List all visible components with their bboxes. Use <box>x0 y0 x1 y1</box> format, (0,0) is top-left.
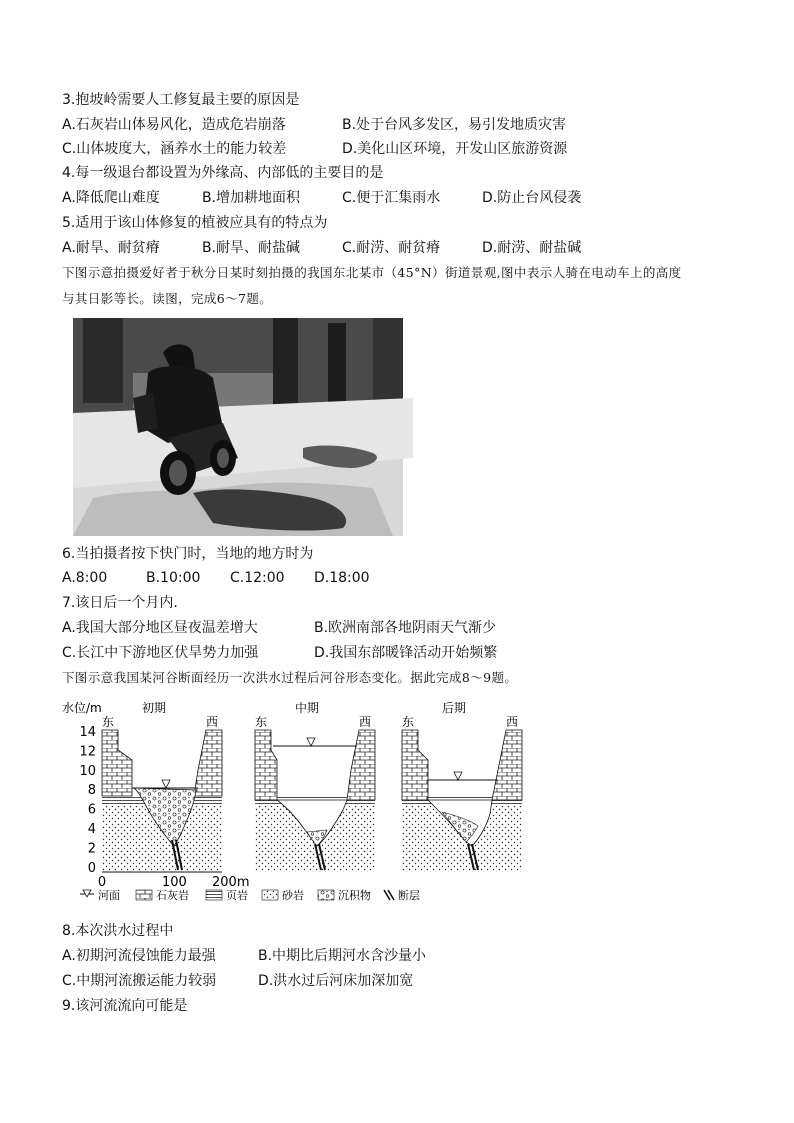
q6-option-b: B.10:00 <box>146 570 201 586</box>
q3-stem: 3.抱坡岭需要人工修复最主要的原因是 <box>62 92 300 108</box>
river-valley-diagram <box>62 700 532 910</box>
q5-option-b: B.耐旱、耐盐碱 <box>202 240 301 256</box>
panel-middle-title: 中期 <box>295 701 320 715</box>
y-tick-label: 0 <box>87 860 96 876</box>
y-tick-label: 2 <box>87 841 96 857</box>
q5-option-d: D.耐涝、耐盐碱 <box>482 240 582 256</box>
q4-option-a: A.降低爬山难度 <box>62 190 160 206</box>
q3-option-d: D.美化山区环境，开发山区旅游资源 <box>342 141 568 157</box>
y-tick-label: 8 <box>87 783 96 799</box>
q6-option-a: A.8:00 <box>62 570 108 586</box>
street-photo <box>73 318 437 536</box>
legend-shale: 页岩 <box>226 889 248 902</box>
panel-middle-east-label: 东 <box>255 715 268 729</box>
y-tick-label: 14 <box>79 725 96 740</box>
y-tick-label: 12 <box>79 744 96 760</box>
y-tick-label: 6 <box>87 802 96 818</box>
legend-limestone: 石灰岩 <box>156 889 189 902</box>
y-tick-label: 10 <box>79 763 96 779</box>
q4-stem: 4.每一级退台都设置为外缘高、内部低的主要目的是 <box>62 165 384 181</box>
diagram-legend <box>80 888 420 902</box>
panel-late-east-label: 东 <box>402 715 415 729</box>
q7-option-d: D.我国东部暖锋活动开始频繁 <box>314 645 498 661</box>
x-tick-label: 0 <box>97 875 107 890</box>
q7-stem: 7.该日后一个月内. <box>62 595 178 611</box>
panel-early <box>102 700 222 872</box>
q7-option-c: C.长江中下游地区伏旱势力加强 <box>62 645 259 661</box>
legend-fault: 断层 <box>398 889 420 902</box>
q4-option-d: D.防止台风侵袭 <box>482 190 582 206</box>
legend-sandstone: 砂岩 <box>282 889 304 902</box>
legend-river: 河面 <box>98 889 120 902</box>
q6-stem: 6.当拍摄者按下快门时，当地的地方时为 <box>62 546 314 562</box>
q4-option-b: B.增加耕地面积 <box>202 190 301 206</box>
panel-late-west-label: 西 <box>506 715 519 729</box>
panel-late-title: 后期 <box>442 701 467 715</box>
q3-option-a: A.石灰岩山体易风化，造成危岩崩落 <box>62 117 286 133</box>
intro-q6-7-line2: 与其日影等长。读图，完成6～7题。 <box>62 291 273 306</box>
q8-option-c: C.中期河流搬运能力较弱 <box>62 973 217 989</box>
legend-sediment: 沉积物 <box>338 889 371 902</box>
intro-q6-7-line1: 下图示意拍摄爱好者于秋分日某时刻拍摄的我国东北某市（45°N）街道景观,图中表示人骑在电动车上的高度 <box>62 265 682 280</box>
river-valley-svg <box>62 700 532 910</box>
q6-option-c: C.12:00 <box>230 570 285 586</box>
intro-q8-9: 下图示意我国某河谷断面经历一次洪水过程后河谷形态变化。据此完成8～9题。 <box>62 670 518 685</box>
panel-middle <box>255 700 375 872</box>
panel-late <box>402 700 522 872</box>
x-ticks <box>98 875 250 890</box>
q6-option-d: D.18:00 <box>314 570 370 586</box>
q7-option-a: A.我国大部分地区昼夜温差增大 <box>62 620 258 636</box>
y-axis-label: 水位/m <box>62 701 102 715</box>
panel-early-west-label: 西 <box>206 715 219 729</box>
q4-option-c: C.便于汇集雨水 <box>342 190 441 206</box>
q8-option-b: B.中期比后期河水含沙量小 <box>258 948 427 964</box>
q8-option-a: A.初期河流侵蚀能力最强 <box>62 948 216 964</box>
panel-early-east-label: 东 <box>102 715 115 729</box>
y-ticks <box>79 725 96 876</box>
y-tick-label: 4 <box>87 822 96 837</box>
q7-option-b: B.欧洲南部各地阴雨天气渐少 <box>314 620 497 636</box>
q3-option-b: B.处于台风多发区，易引发地质灾害 <box>342 117 567 133</box>
q5-stem: 5.适用于该山体修复的植被应具有的特点为 <box>62 215 328 231</box>
q8-stem: 8.本次洪水过程中 <box>62 923 174 939</box>
q8-option-d: D.洪水过后河床加深加宽 <box>258 973 414 989</box>
q3-option-c: C.山体坡度大，涵养水土的能力较差 <box>62 141 287 157</box>
panel-early-title: 初期 <box>142 701 167 715</box>
q5-option-a: A.耐旱、耐贫瘠 <box>62 240 160 256</box>
street-photo-image <box>73 318 437 536</box>
q5-option-c: C.耐涝、耐贫瘠 <box>342 240 441 256</box>
x-tick-label: 100 <box>162 875 187 890</box>
q9-stem: 9.该河流流向可能是 <box>62 998 188 1014</box>
panel-middle-west-label: 西 <box>359 715 372 729</box>
x-tick-label: 200m <box>212 875 250 890</box>
